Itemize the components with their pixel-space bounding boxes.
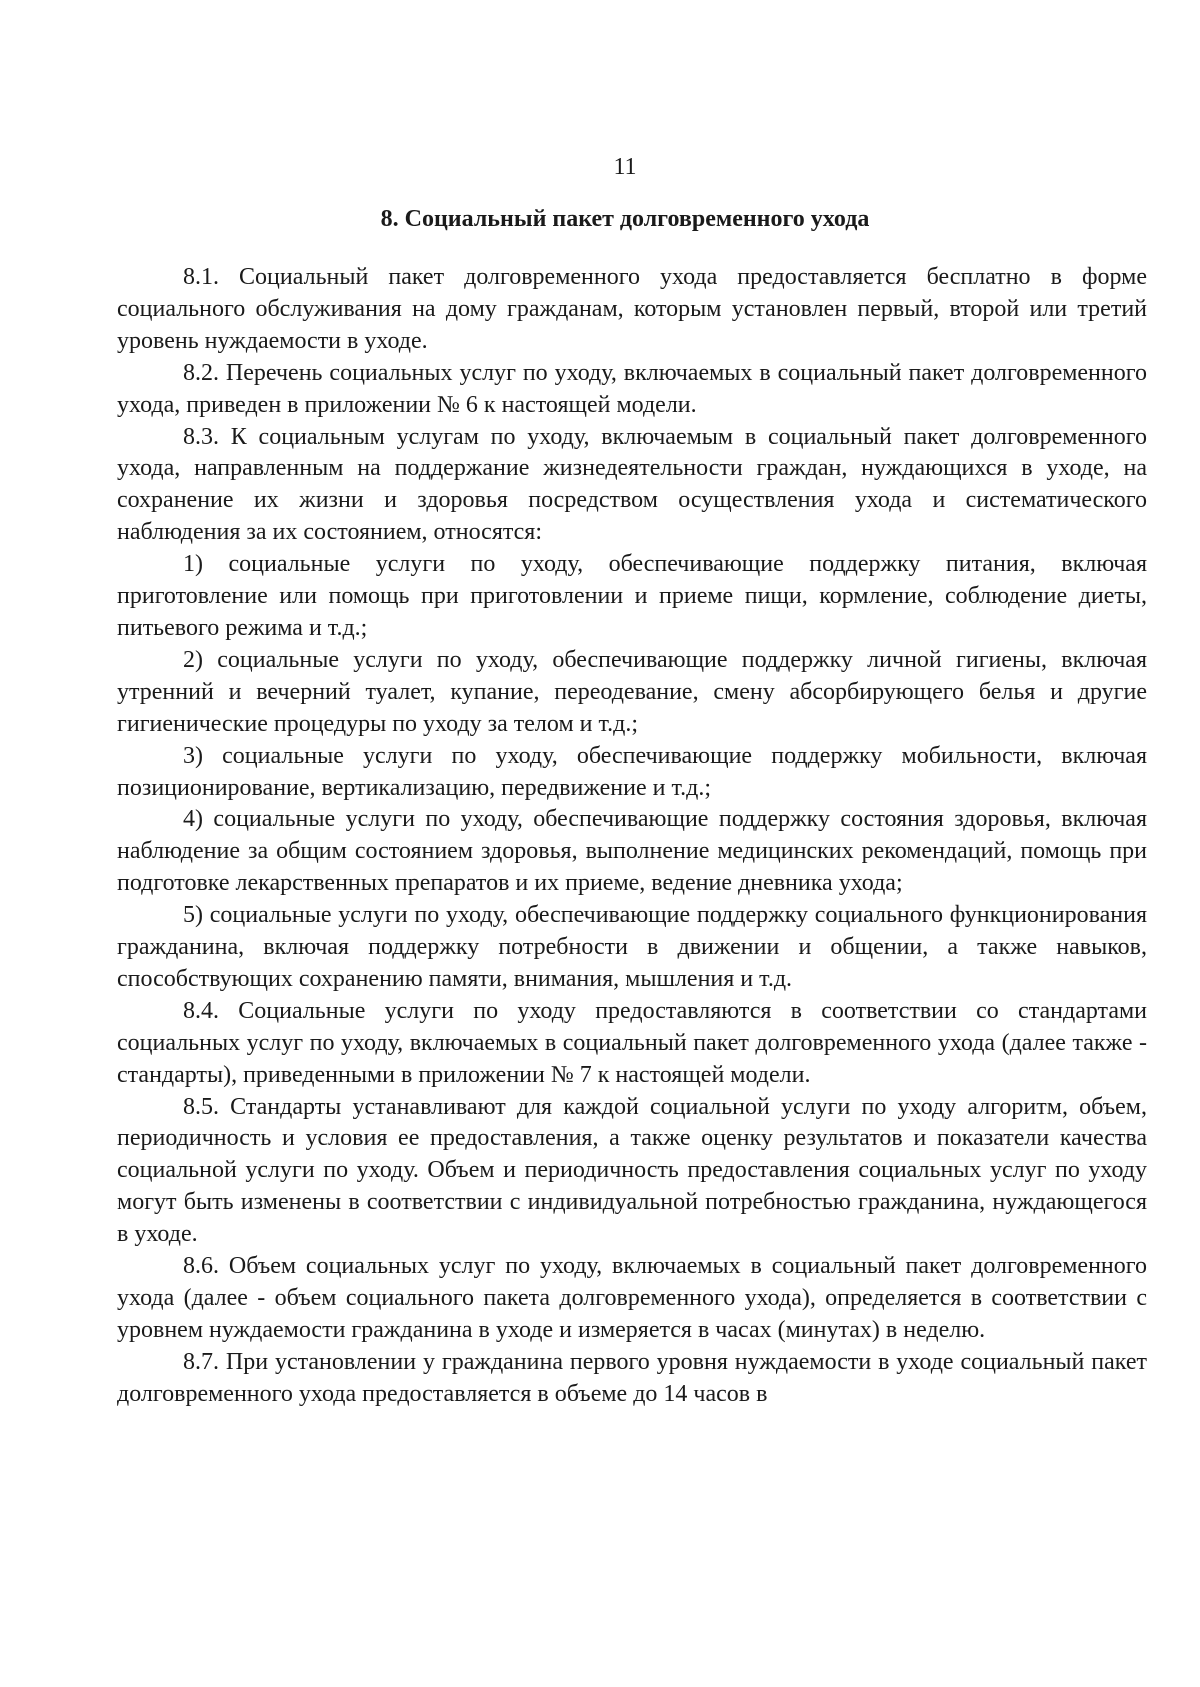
- paragraph-8-7: 8.7. При установлении у гражданина первого уровня нуждаемости в уходе социальный пакет долговременного ухода предоставляется в объеме до 14 часов в: [117, 1348, 1147, 1407]
- paragraph-8-1: 8.1. Социальный пакет долговременного ухода предоставляется бесплатно в форме социального обслуживания на дому гражданам, которым установлен первый, второй или третий уровень нуждаемости в уходе.: [117, 264, 1147, 354]
- section-title: 8. Социальный пакет долговременного ухода: [380, 206, 870, 232]
- section-body: [117, 262, 1147, 1411]
- paragraph-8-6: 8.6. Объем социальных услуг по уходу, включаемых в социальный пакет долговременного ухода (далее - объем социального пакета долговременного ухода), определяется в соответствии с уровнем нуждаемости гражданина в уходе и измеряется в часах (минутах) в неделю.: [117, 1253, 1147, 1343]
- page-number: 11: [613, 154, 637, 180]
- list-item-5: 5) социальные услуги по уходу, обеспечивающие поддержку социального функционирования гражданина, включая поддержку потребности в движении и общении, а также навыков, способствующих сохранению памяти, внимания, мышления и т.д.: [117, 902, 1147, 992]
- list-item-3: 3) социальные услуги по уходу, обеспечивающие поддержку мобильности, включая позиционирование, вертикализацию, передвижение и т.д.;: [117, 742, 1147, 801]
- paragraph-8-5: 8.5. Стандарты устанавливают для каждой социальной услуги по уходу алгоритм, объем, периодичность и условия ее предоставления, а также оценку результатов и показатели качества социальной услуги по уходу. Объем и периодичность предоставления социальных услуг по уходу могут быть изменены в соответствии с индивидуальной потребностью гражданина, нуждающегося в уходе.: [117, 1093, 1147, 1248]
- paragraph-8-4: 8.4. Социальные услуги по уходу предоставляются в соответствии со стандартами социальных услуг по уходу, включаемых в социальный пакет долговременного ухода (далее также - стандарты), приведенными в приложении № 7 к настоящей модели.: [117, 997, 1147, 1088]
- list-item-4: 4) социальные услуги по уходу, обеспечивающие поддержку состояния здоровья, включая наблюдение за общим состоянием здоровья, выполнение медицинских рекомендаций, помощь при подготовке лекарственных препаратов и их приеме, ведение дневника ухода;: [117, 806, 1147, 897]
- paragraph-8-3: 8.3. К социальным услугам по уходу, включаемым в социальный пакет долговременного ухода, направленным на поддержание жизнедеятельности граждан, нуждающихся в уходе, на сохранение их жизни и здоровья посредством осуществления ухода и систематического наблюдения за их состоянием, относятся:: [117, 423, 1147, 546]
- list-item-1: 1) социальные услуги по уходу, обеспечивающие поддержку питания, включая приготовление или помощь при приготовлении и приеме пищи, кормление, соблюдение диеты, питьевого режима и т.д.;: [117, 551, 1147, 641]
- list-item-2: 2) социальные услуги по уходу, обеспечивающие поддержку личной гигиены, включая утренний и вечерний туалет, купание, переодевание, смену абсорбирующего белья и другие гигиенические процедуры по уходу за телом и т.д.;: [117, 646, 1147, 737]
- paragraph-8-2: 8.2. Перечень социальных услуг по уходу, включаемых в социальный пакет долговременного ухода, приведен в приложении № 6 к настоящей модели.: [117, 359, 1147, 418]
